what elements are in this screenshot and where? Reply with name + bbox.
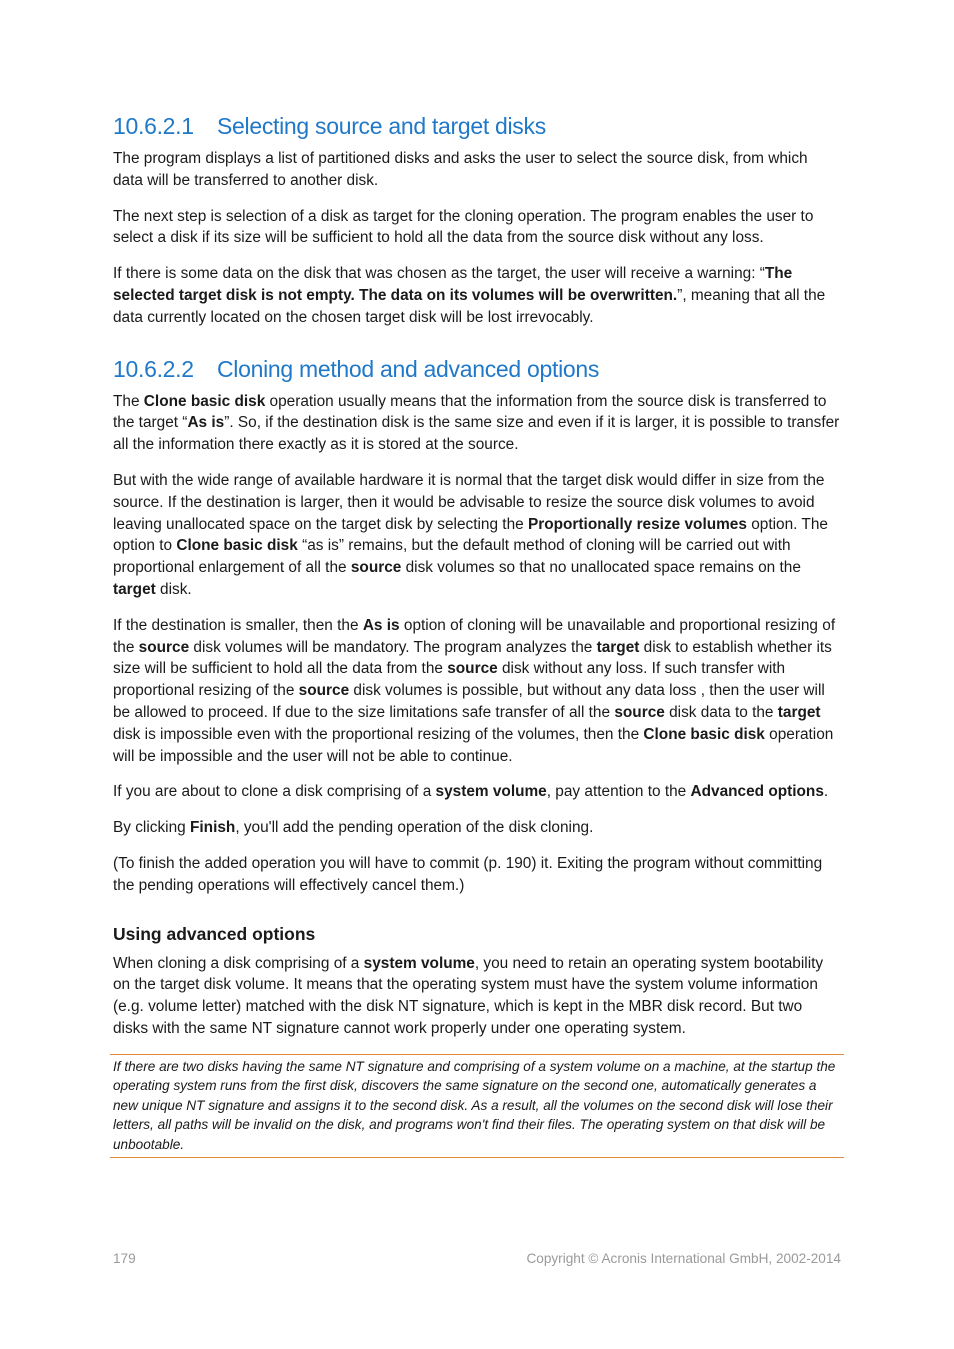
bold-term: system volume: [363, 954, 475, 972]
bold-term: source: [614, 703, 665, 721]
page-footer: [113, 1251, 841, 1266]
paragraph: The program displays a list of partitioned disks and asks the user to select the source disk, from which data will be transferred to another disk.: [113, 150, 808, 189]
bold-term: Proportionally resize volumes: [527, 515, 747, 533]
paragraph: When cloning a disk comprising of a system volume, you need to retain an operating system bootability on the target disk volume. It means that the operating system must have the system volume information (e.g. volume letter) matched with the disk NT signature, which is kept in the MBR disk record. But two disks with the same NT signature cannot work properly under one operating system.: [113, 954, 824, 1037]
paragraph: The Clone basic disk operation usually means that the information from the source disk is transferred to the target “As is”. So, if the destination disk is the same size and even if it is larger, it is possible to transfer all the information there exactly as it is stored at the source.: [113, 392, 840, 454]
bold-term: Clone basic disk: [176, 537, 298, 555]
bold-term: source: [350, 559, 402, 577]
bold-term: Clone basic disk: [143, 392, 266, 410]
paragraph: By clicking Finish, you'll add the pending operation of the disk cloning.: [113, 819, 594, 837]
bold-term: As is: [187, 414, 225, 432]
bold-term: The selected target disk is not empty. The data on its volumes will be overwritten.: [113, 265, 793, 304]
bold-term: source: [447, 660, 498, 678]
page-content: [113, 110, 841, 1158]
copyright-text: Copyright © Acronis International GmbH, 2002-2014: [526, 1251, 841, 1266]
bold-term: target: [113, 580, 156, 598]
bold-term: Advanced options: [690, 783, 824, 801]
paragraph: If you are about to clone a disk comprising of a system volume, pay attention to the Advanced options.: [113, 783, 829, 801]
section-number: 10.6.2.2: [113, 355, 194, 382]
bold-term: As is: [362, 616, 400, 634]
bold-term: Clone basic disk: [643, 725, 765, 743]
page-number: 179: [113, 1251, 136, 1266]
note-box: If there are two disks having the same NT signature and comprising of a system volume on a machine, at the startup the operating system runs from the first disk, discovers the same signature on the second one, automatically generates a new unique NT signature and assigns it to the second disk. As a result, all the volumes on the second disk will lose their letters, all paths will be invalid on the disk, and programs won't find their files. The operating system on that disk will be unbootable.: [110, 1054, 844, 1158]
bold-term: Finish: [189, 819, 236, 837]
section-cloning-method: [113, 353, 841, 1158]
subsection-heading: Using advanced options: [113, 923, 316, 944]
bold-term: target: [596, 638, 640, 656]
paragraph: (To finish the added operation you will have to commit (p. 190) it. Exiting the program without committing the pending operations will effectively cancel them.): [113, 854, 823, 894]
paragraph: If there is some data on the disk that was chosen as the target, the user will receive a warning: “The selected target disk is not empty. The data on its volumes will be overwritten.”, meaning that all the data currently located on the chosen target disk will be lost irrevocably.: [113, 265, 826, 326]
bold-term: source: [298, 682, 350, 700]
paragraph: But with the wide range of available hardware it is normal that the target disk would differ in size from the source. If the destination is larger, then it would be advisable to resize the source disk volumes to avoid leaving unallocated space on the target disk by selecting the Proportionally resize volumes option. The option to Clone basic disk “as is” remains, but the default method of cloning will be carried out with proportional enlargement of all the source disk volumes so that no unallocated space remains on the target disk.: [113, 471, 828, 598]
section-number: 10.6.2.1: [113, 113, 194, 139]
section-heading: [113, 110, 841, 142]
bold-term: source: [138, 638, 190, 656]
bold-term: system volume: [435, 783, 547, 801]
section-title: Selecting source and target disks: [217, 113, 546, 139]
bold-term: target: [777, 703, 821, 721]
section-heading: [113, 353, 841, 385]
section-selecting-disks: [113, 110, 841, 329]
paragraph: The next step is selection of a disk as target for the cloning operation. The program enables the user to select a disk if its size will be sufficient to hold all the data from the source disk without any loss.: [113, 207, 814, 247]
paragraph: If the destination is smaller, then the As is option of cloning will be unavailable and proportional resizing of the source disk volumes will be mandatory. The program analyzes the target disk to establish whether its size will be sufficient to hold all the data from the source disk without any loss. If such transfer with proportional resizing of the source disk volumes is possible, but without any data loss , then the user will be allowed to proceed. If due to the size limitations safe transfer of all the source disk data to the target disk is impossible even with the proportional resizing of the volumes, then the Clone basic disk operation will be impossible and the user will not be able to continue.: [113, 616, 836, 765]
section-title: Cloning method and advanced options: [217, 355, 600, 382]
